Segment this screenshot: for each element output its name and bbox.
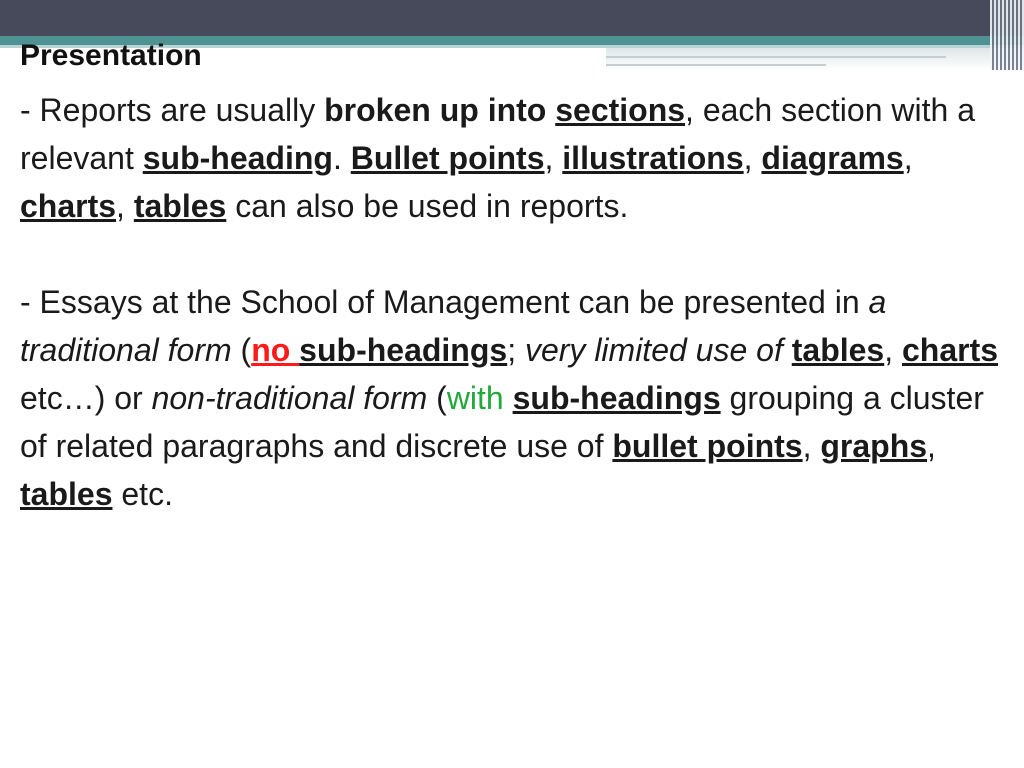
text-run: etc…) or <box>20 380 152 416</box>
text-run: , each section with a relevant <box>20 92 975 176</box>
keyword-sections: sections <box>555 92 686 128</box>
text-run: etc. <box>112 476 173 512</box>
header-strip-right <box>606 48 1024 70</box>
keyword-diagrams: diagrams <box>761 140 904 176</box>
keyword-charts: charts <box>20 188 117 224</box>
slide-title: Presentation <box>20 39 202 72</box>
text-run-italic: non-traditional form <box>151 380 428 416</box>
text-run: can also be used in reports. <box>226 188 629 224</box>
paragraph-essays <box>20 278 1005 518</box>
keyword-sub-headings: sub-headings <box>512 380 721 416</box>
text-run: , <box>743 140 762 176</box>
keyword-with: with <box>446 380 504 416</box>
text-run: , <box>884 332 902 368</box>
keyword-tables: tables <box>133 188 227 224</box>
header-bar-dark <box>0 0 1024 36</box>
keyword-bullet-points: bullet points <box>612 428 803 464</box>
text-run-italic: a traditional form <box>20 284 887 368</box>
paragraph-spacer <box>20 230 1005 278</box>
text-run: . <box>332 140 351 176</box>
text-run: , <box>544 140 563 176</box>
header-strip-line <box>606 56 946 58</box>
text-run: - Essays at the School of Management can be presented in <box>20 284 869 320</box>
keyword-no: no <box>251 332 300 368</box>
keyword-charts: charts <box>902 332 999 368</box>
keyword-bullet-points: Bullet points <box>350 140 545 176</box>
header-strip-line <box>606 64 826 66</box>
keyword-graphs: graphs <box>820 428 928 464</box>
text-run: - Reports are usually <box>20 92 325 128</box>
header-decorative-lines <box>990 0 1024 70</box>
slide-body <box>20 86 1005 518</box>
text-run: , <box>116 188 134 224</box>
text-run: ; <box>507 332 525 368</box>
text-run: , <box>802 428 821 464</box>
text-run: grouping a cluster of related paragraphs and discrete use of <box>20 380 984 464</box>
text-run-bold: broken up into <box>324 92 556 128</box>
keyword-tables: tables <box>791 332 885 368</box>
text-run: ( <box>231 332 252 368</box>
text-run: , <box>927 428 936 464</box>
text-run <box>783 332 792 368</box>
paragraph-reports <box>20 86 1005 230</box>
keyword-sub-heading: sub-heading <box>142 140 333 176</box>
text-run <box>504 380 513 416</box>
text-run: ( <box>427 380 447 416</box>
keyword-illustrations: illustrations <box>562 140 744 176</box>
keyword-tables: tables <box>20 476 113 512</box>
text-run: , <box>903 140 913 176</box>
keyword-sub-headings: sub-headings <box>299 332 508 368</box>
text-run-italic: very limited use of <box>524 332 783 368</box>
